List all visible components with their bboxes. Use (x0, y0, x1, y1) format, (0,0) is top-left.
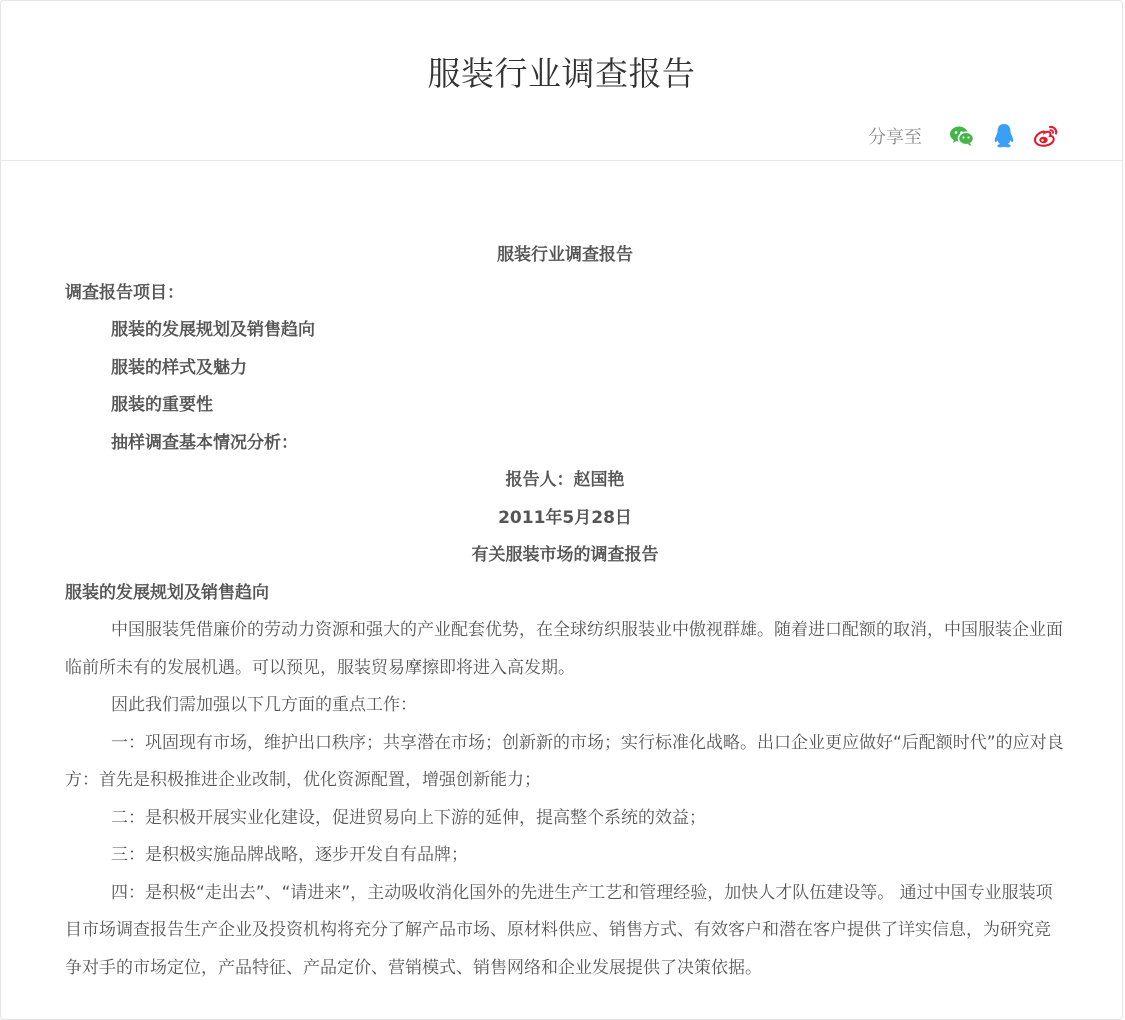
article-header (1, 1, 1122, 161)
report-subtitle: 有关服装市场的调查报告 (471, 545, 659, 565)
paragraph: 一：巩固现有市场，维护出口秩序；共享潜在市场；创新新的市场；实行标准化战略。出口企业更应做好“后配额时代”的应对良方：首先是积极推进企业改制，优化资源配置，增强创新能力； (65, 732, 1064, 790)
page-title: 服装行业调查报告 (427, 54, 696, 93)
paragraph: 因此我们需加强以下几方面的重点工作： (111, 695, 417, 715)
weibo-icon[interactable] (1032, 122, 1060, 150)
doc-title: 服装行业调查报告 (497, 245, 633, 265)
section-heading: 服装的发展规划及销售趋向 (65, 582, 269, 603)
paragraph: 四：是积极“走出去”、“请进来”，主动吸收消化国外的先进生产工艺和管理经验，加快人才队伍建设等。 通过中国专业服装项目市场调查报告生产企业及投资机构将充分了解产品市场、原材料供应、销售方式、有效客户和潜在客户提供了详实信息，为研究竞争对手的市场定位，产品特征、产品定价、营销模式、销售网络和企业发展提供了决策依据。 (65, 882, 1053, 978)
share-label: 分享至 (868, 127, 922, 148)
project-heading: 调查报告项目： (65, 282, 184, 303)
qq-icon[interactable] (990, 122, 1018, 150)
paragraph: 二：是积极开展实业化建设，促进贸易向上下游的延伸，提高整个系统的效益； (111, 807, 706, 828)
project-item: 服装的发展规划及销售趋向 (111, 320, 315, 340)
share-bar (868, 122, 1060, 150)
project-item: 抽样调查基本情况分析： (111, 432, 298, 453)
reporter: 报告人：赵国艳 (505, 470, 625, 490)
article-body (65, 237, 1065, 987)
wechat-icon[interactable] (948, 122, 976, 150)
paragraph: 三：是积极实施品牌战略，逐步开发自有品牌； (111, 845, 468, 865)
project-item: 服装的重要性 (111, 395, 213, 415)
paragraph: 中国服装凭借廉价的劳动力资源和强大的产业配套优势，在全球纺织服装业中傲视群雄。随着进口配额的取消，中国服装企业面临前所未有的发展机遇。可以预见，服装贸易摩擦即将进入高发期。 (65, 620, 1063, 678)
project-item: 服装的样式及魅力 (111, 357, 247, 378)
report-date: 2011年5月28日 (498, 507, 632, 528)
